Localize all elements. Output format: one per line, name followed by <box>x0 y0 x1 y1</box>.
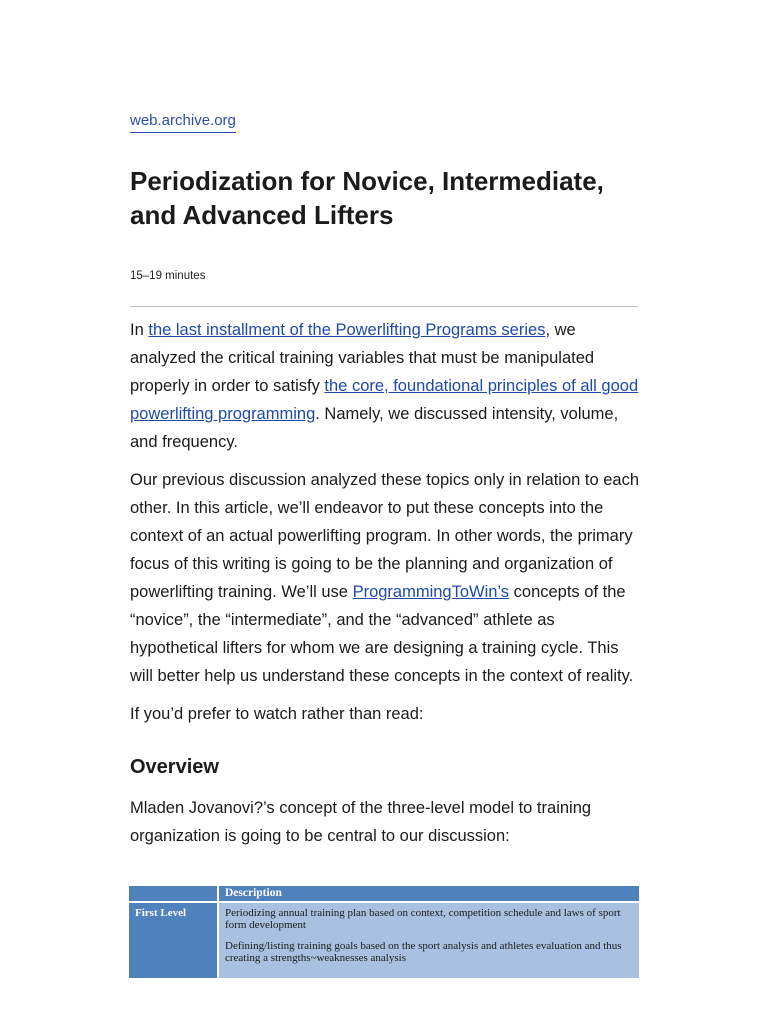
reading-time: 15–19 minutes <box>130 270 206 282</box>
text-span: Our previous discussion analyzed these topics only in relation to each other. In this article, we’ll endeavor to put these concepts into the context of an actual powerlifting program. In other words, the primary focus of this writing is going to be the planning and organization of powerlifting training. We’ll use <box>130 471 640 601</box>
paragraph-three-level-model: Mladen Jovanovi?’s concept of the three-level model to training organization is going to be central to our discussion: <box>130 799 592 845</box>
three-level-model-table <box>129 886 639 978</box>
table-level-cell: First Level <box>129 902 218 978</box>
paragraph-intro <box>130 316 640 456</box>
core-principles-link[interactable]: the core, foundational principles of all good powerlifting programming <box>130 377 639 423</box>
table-header-row <box>129 886 639 902</box>
text-span: In <box>130 321 149 339</box>
programmingtowin-link[interactable]: ProgrammingToWin’s <box>352 583 510 601</box>
article-title: Periodization for Novice, Intermediate, and Advanced Lifters <box>130 166 604 230</box>
table-header-description: Description <box>218 886 639 902</box>
last-installment-link[interactable]: the last installment of the Powerlifting Programs series <box>148 321 546 339</box>
text-span: , we analyzed the critical training variables that must be manipulated properly in order to satisfy <box>130 321 595 395</box>
table-description-cell <box>218 902 639 978</box>
description-line: Defining/listing training goals based on the sport analysis and athletes evaluation and thus creating a strengths~weaknesses analysis <box>225 940 622 964</box>
paragraph-watch: If you’d prefer to watch rather than read: <box>130 705 424 723</box>
divider <box>130 306 638 307</box>
section-heading-overview: Overview <box>130 756 219 778</box>
table-row <box>129 902 639 978</box>
description-line: Periodizing annual training plan based on context, competition schedule and laws of sport form development <box>225 907 621 931</box>
table-header-blank <box>129 886 218 902</box>
text-span: concepts of the “novice”, the “intermediate”, and the “advanced” athlete as hypothetical lifters for whom we are designing a training cycle. This will better help us understand these concepts in the context of reality. <box>130 583 634 685</box>
article-body <box>130 316 640 860</box>
text-span: . Namely, we discussed intensity, volume, and frequency. <box>130 405 619 451</box>
paragraph-previous-discussion <box>130 466 640 690</box>
source-domain-link[interactable]: web.archive.org <box>130 112 236 133</box>
